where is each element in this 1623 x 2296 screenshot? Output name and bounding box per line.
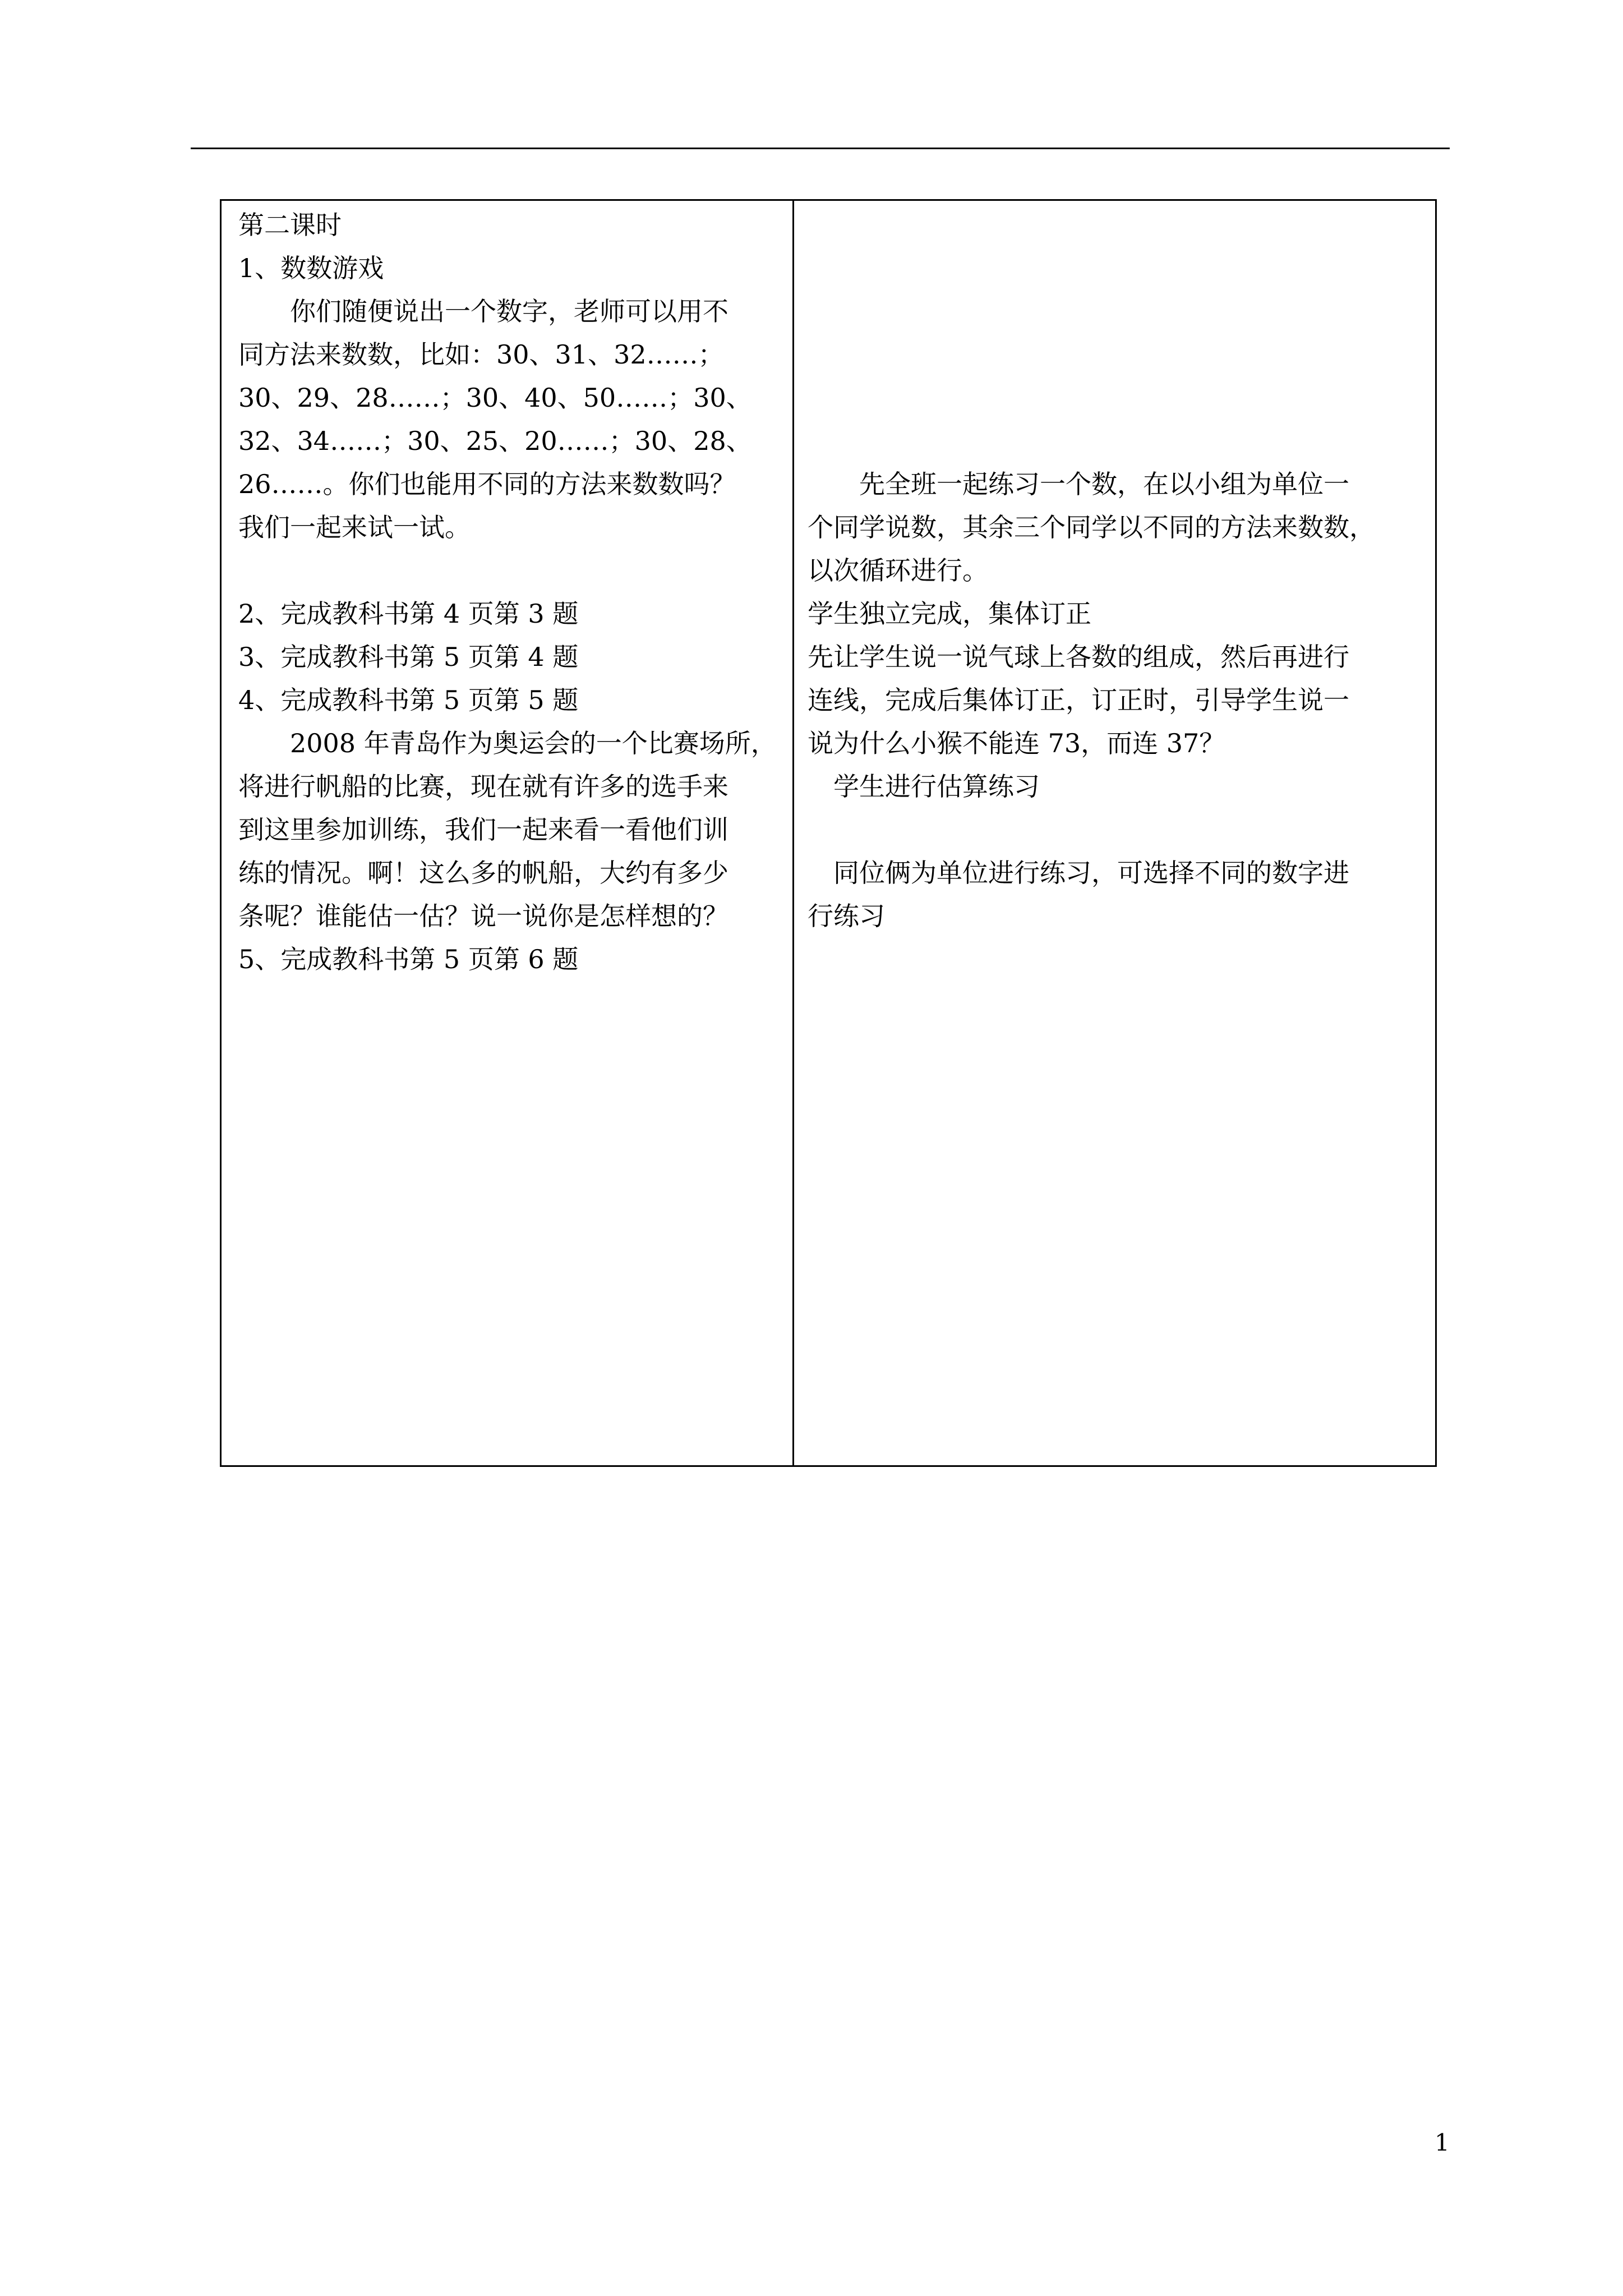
blank-line [808, 247, 1424, 290]
exercise-item: 3、完成教科书第 5 页第 4 题 [238, 642, 579, 672]
paragraph-line: 你们随便说出一个数字，老师可以用不 [238, 296, 728, 326]
blank-line [808, 420, 1424, 463]
paragraph-line: 同方法来数数，比如：30、31、32……； [238, 339, 724, 370]
activity-line: 学生进行估算练习 [808, 771, 1040, 802]
activity-line: 说为什么小猴不能连 73，而连 37？ [808, 728, 1225, 758]
activity-line: 先让学生说一说气球上各数的组成，然后再进行 [808, 642, 1349, 672]
section-heading: 1、数数游戏 [238, 253, 384, 283]
lesson-plan-table [220, 199, 1437, 1467]
activity-line: 以次循环进行。 [808, 555, 988, 586]
activity-line: 先全班一起练习一个数，在以小组为单位一 [808, 469, 1349, 499]
paragraph-line: 将进行帆船的比赛，现在就有许多的选手来 [238, 771, 728, 802]
activity-line: 连线，完成后集体订正，订正时，引导学生说一 [808, 685, 1349, 715]
activity-line: 同位俩为单位进行练习，可选择不同的数字进 [808, 858, 1349, 888]
paragraph-line: 26……。你们也能用不同的方法来数数吗？ [238, 469, 736, 499]
activity-line: 行练习 [808, 901, 885, 931]
column-divider [792, 201, 794, 1465]
paragraph-line: 30、29、28……；30、40、50……；30、 [238, 383, 752, 413]
exercise-item: 2、完成教科书第 4 页第 3 题 [238, 599, 579, 629]
blank-line [808, 204, 1424, 247]
activity-line: 学生独立完成，集体订正 [808, 599, 1091, 629]
paragraph-line: 练的情况。啊！这么多的帆船，大约有多少 [238, 858, 728, 888]
blank-line [808, 808, 1424, 852]
blank-line [238, 549, 788, 592]
paragraph-line: 条呢？谁能估一估？说一说你是怎样想的？ [238, 901, 728, 931]
exercise-item: 4、完成教科书第 5 页第 5 题 [238, 685, 579, 715]
blank-line [808, 376, 1424, 420]
paragraph-line: 2008 年青岛作为奥运会的一个比赛场所， [238, 728, 777, 758]
student-activity-cell [808, 204, 1424, 938]
paragraph-line: 我们一起来试一试。 [238, 512, 471, 542]
exercise-item: 5、完成教科书第 5 页第 6 题 [238, 944, 579, 974]
paragraph-line: 32、34……；30、25、20……；30、28、 [238, 426, 752, 456]
lesson-title: 第二课时 [238, 210, 342, 240]
page-number: 1 [1435, 2129, 1450, 2156]
blank-line [808, 290, 1424, 333]
paragraph-line: 到这里参加训练，我们一起来看一看他们训 [238, 815, 728, 845]
activity-line: 个同学说数，其余三个同学以不同的方法来数数， [808, 512, 1375, 542]
blank-line [808, 333, 1424, 376]
header-rule [191, 148, 1450, 149]
teaching-content-cell [238, 204, 788, 981]
